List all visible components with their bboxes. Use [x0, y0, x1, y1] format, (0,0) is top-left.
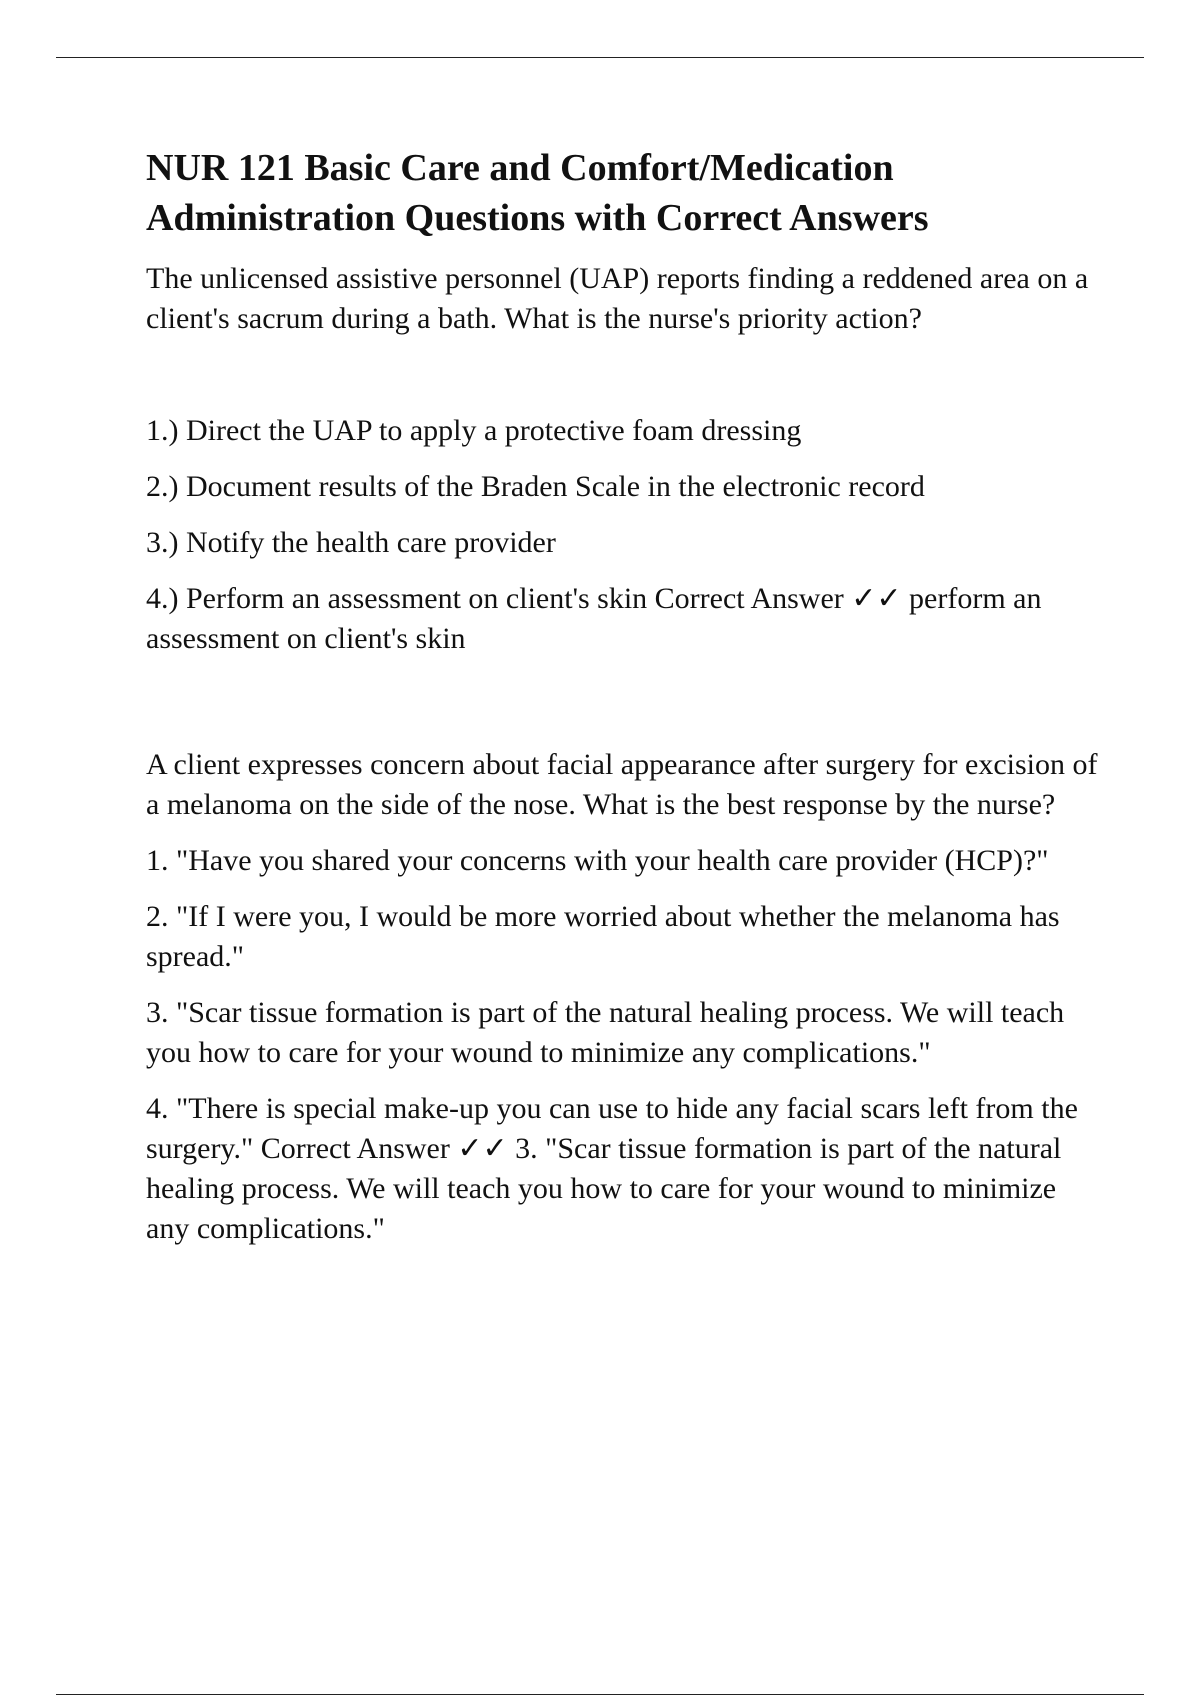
question-2-option-4-answer: 4. "There is special make-up you can use to hide any facial scars left from the surgery." Correct Answer ✓✓ 3. "Scar tissue formation is part of the natural healing process. We will teach you how to care for your wound to minimize any complications.": [146, 1092, 1078, 1245]
question-2-option-3: 3. "Scar tissue formation is part of the natural healing process. We will teach you how to care for your wound to minimize any complications.": [146, 996, 1065, 1069]
question-1-option-4-answer: 4.) Perform an assessment on client's skin Correct Answer ✓✓ perform an assessment on client's skin: [146, 582, 1042, 655]
document-title: NUR 121 Basic Care and Comfort/Medication Administration Questions with Correct Answers: [146, 147, 929, 239]
question-1-option-2: 2.) Document results of the Braden Scale in the electronic record: [146, 470, 925, 503]
footer-rule: [56, 1694, 1144, 1695]
question-1-option-1: 1.) Direct the UAP to apply a protective foam dressing: [146, 414, 802, 447]
question-1-option-3: 3.) Notify the health care provider: [146, 526, 556, 559]
question-2-option-1: 1. "Have you shared your concerns with your health care provider (HCP)?": [146, 844, 1049, 877]
header-rule: [56, 57, 1144, 58]
question-2-option-2: 2. "If I were you, I would be more worried about whether the melanoma has spread.": [146, 900, 1060, 973]
question-2-stem: A client expresses concern about facial appearance after surgery for excision of a melanoma on the side of the nose. What is the best response by the nurse?: [146, 748, 1098, 821]
document-body: [146, 143, 1106, 1249]
question-1-stem: The unlicensed assistive personnel (UAP) reports finding a reddened area on a client's sacrum during a bath. What is the nurse's priority action?: [146, 262, 1089, 335]
